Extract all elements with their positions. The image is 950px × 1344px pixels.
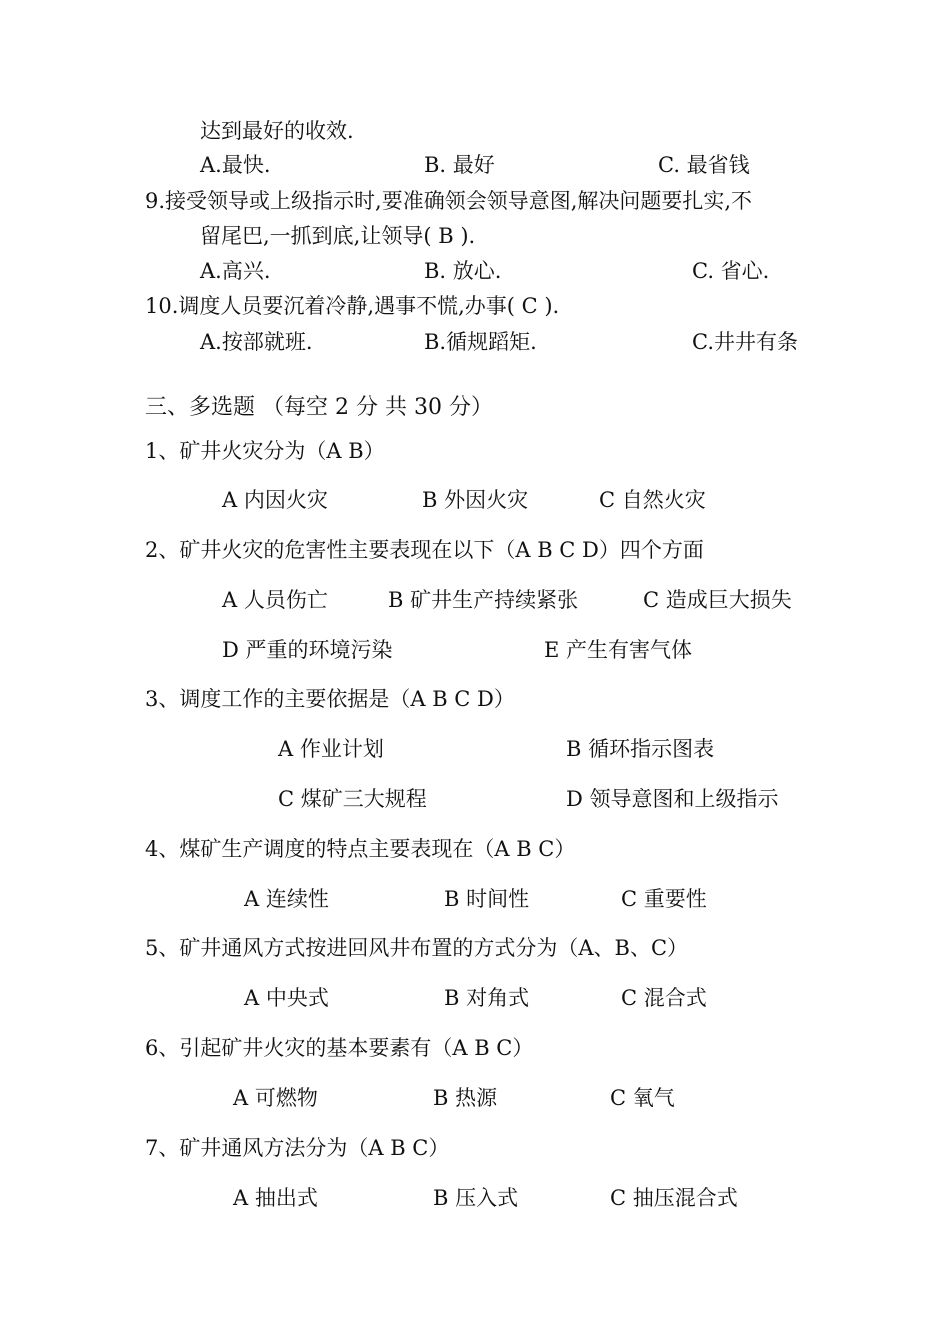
mq5-option-a: A 中央式 bbox=[244, 986, 329, 1010]
mq7-stem: 7、矿井通风方法分为（A B C） bbox=[145, 1136, 450, 1160]
mq6-option-b: B 热源 bbox=[433, 1086, 498, 1110]
mq1-option-c: C 自然火灾 bbox=[599, 488, 706, 512]
q9-option-a: A.高兴. bbox=[200, 259, 271, 283]
mq5-stem: 5、矿井通风方式按进回风井布置的方式分为（A、B、C） bbox=[145, 936, 689, 960]
q9-stem-line1: 9.接受领导或上级指示时,要准确领会领导意图,解决问题要扎实,不 bbox=[145, 189, 753, 213]
q10-stem: 10.调度人员要沉着冷静,遇事不慌,办事( C ). bbox=[145, 294, 560, 318]
mq1-stem: 1、矿井火灾分为（A B） bbox=[145, 439, 385, 463]
q8-option-c: C. 最省钱 bbox=[658, 153, 750, 177]
mq2-option-d: D 严重的环境污染 bbox=[222, 638, 393, 662]
section-3-title: 三、多选题 （每空 2 分 共 30 分） bbox=[145, 395, 493, 420]
mq5-option-b: B 对角式 bbox=[444, 986, 530, 1010]
mq1-option-b: B 外因火灾 bbox=[422, 488, 529, 512]
mq5-option-c: C 混合式 bbox=[621, 986, 707, 1010]
q10-option-a: A.按部就班. bbox=[200, 330, 313, 354]
q10-option-b: B.循规蹈矩. bbox=[424, 330, 537, 354]
mq2-option-a: A 人员伤亡 bbox=[222, 588, 328, 612]
q9-stem-line2: 留尾巴,一抓到底,让领导( B ). bbox=[200, 224, 476, 248]
mq4-stem: 4、煤矿生产调度的特点主要表现在（A B C） bbox=[145, 837, 576, 861]
q8-line2: 达到最好的收效. bbox=[200, 119, 354, 143]
q9-option-c: C. 省心. bbox=[692, 259, 770, 283]
mq7-option-c: C 抽压混合式 bbox=[610, 1186, 738, 1210]
mq7-option-b: B 压入式 bbox=[433, 1186, 519, 1210]
mq4-option-b: B 时间性 bbox=[444, 887, 530, 911]
mq2-option-b: B 矿井生产持续紧张 bbox=[388, 588, 579, 612]
mq3-option-c: C 煤矿三大规程 bbox=[278, 787, 427, 811]
q8-option-a: A.最快. bbox=[200, 153, 271, 177]
mq3-option-d: D 领导意图和上级指示 bbox=[566, 787, 779, 811]
mq2-option-e: E 产生有害气体 bbox=[544, 638, 693, 662]
mq4-option-a: A 连续性 bbox=[244, 887, 329, 911]
q9-option-b: B. 放心. bbox=[424, 259, 502, 283]
mq6-stem: 6、引起矿井火灾的基本要素有（A B C） bbox=[145, 1036, 534, 1060]
mq4-option-c: C 重要性 bbox=[621, 887, 707, 911]
mq6-option-a: A 可燃物 bbox=[233, 1086, 318, 1110]
mq1-option-a: A 内因火灾 bbox=[222, 488, 328, 512]
mq2-option-c: C 造成巨大损失 bbox=[643, 588, 792, 612]
mq6-option-c: C 氧气 bbox=[610, 1086, 675, 1110]
q10-option-c: C.井井有条 bbox=[692, 330, 798, 354]
mq3-option-a: A 作业计划 bbox=[278, 737, 384, 761]
mq2-stem: 2、矿井火灾的危害性主要表现在以下（A B C D）四个方面 bbox=[145, 538, 704, 562]
mq3-stem: 3、调度工作的主要依据是（A B C D） bbox=[145, 687, 515, 711]
q8-option-b: B. 最好 bbox=[424, 153, 495, 177]
mq3-option-b: B 循环指示图表 bbox=[566, 737, 715, 761]
mq7-option-a: A 抽出式 bbox=[233, 1186, 318, 1210]
